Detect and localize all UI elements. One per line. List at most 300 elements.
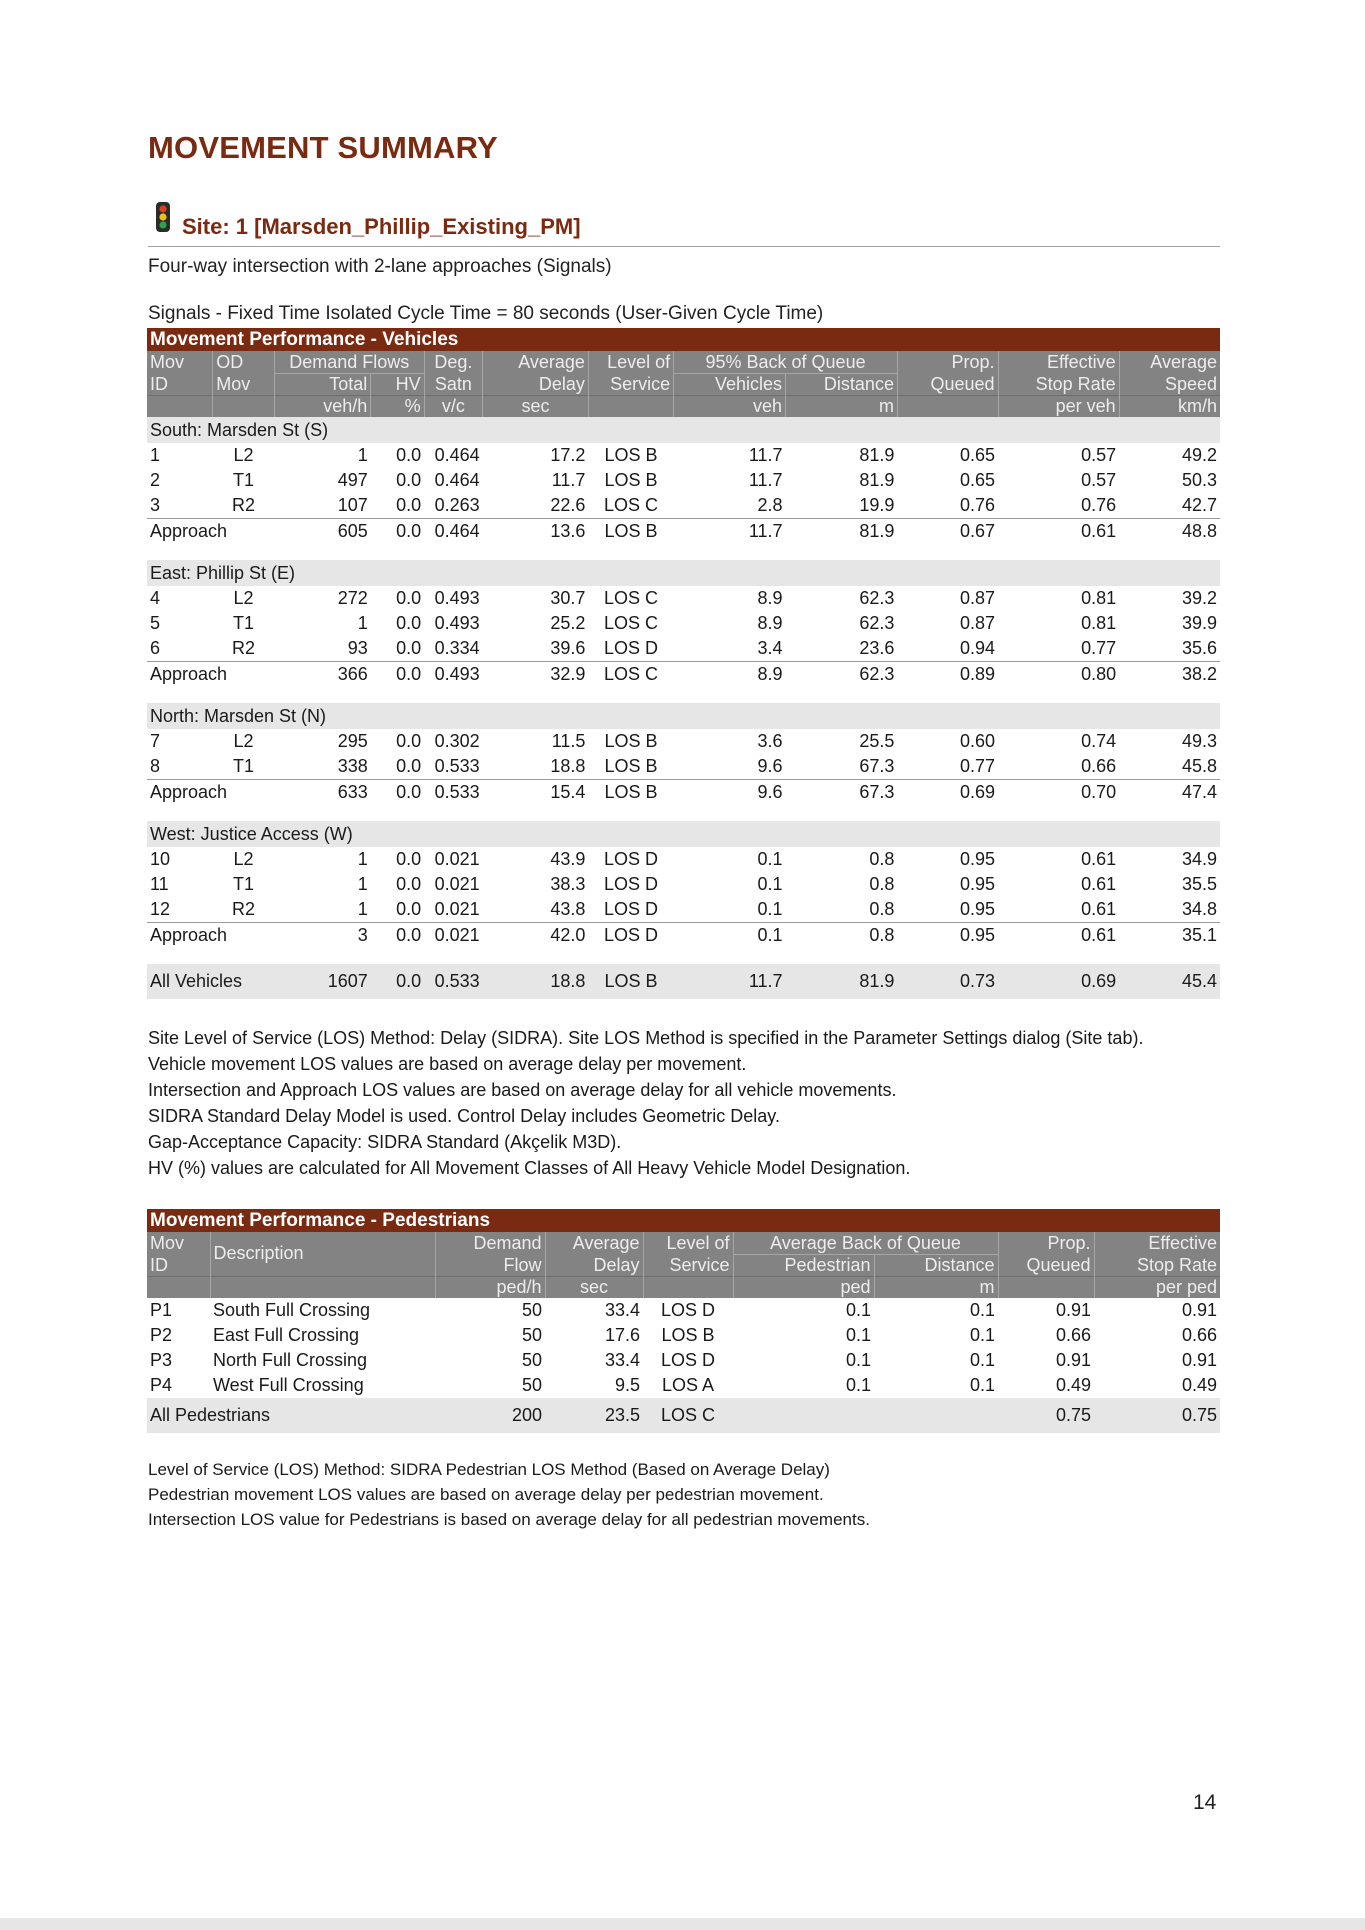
back-queue-dist-cell: 0.8: [786, 923, 898, 949]
total-flow-cell: 1607: [274, 964, 371, 999]
stop-rate-cell: 0.91: [1182, 1350, 1218, 1370]
avg-speed-cell: 49.3: [1181, 731, 1217, 751]
deg-satn-cell: 0.464: [434, 445, 480, 465]
ped-col-prop-queued-2: Queued: [998, 1254, 1094, 1276]
back-queue-dist-cell: 0.1: [969, 1375, 995, 1395]
vehicle-note: SIDRA Standard Delay Model is used. Control Delay includes Geometric Delay.: [148, 1106, 780, 1126]
back-queue-dist-cell: 23.6: [859, 638, 895, 658]
avg-delay-cell: 13.6: [483, 519, 589, 545]
section-row: [147, 417, 1220, 443]
avg-delay-cell: 23.5: [545, 1398, 643, 1433]
section-row: [147, 560, 1220, 586]
col-prop-queued-1: Prop.: [897, 351, 998, 373]
spacer: [147, 948, 1220, 964]
table-row: [147, 586, 1220, 611]
description-cell: West Full Crossing: [213, 1375, 364, 1395]
spacer-row: [147, 687, 1220, 703]
prop-queued-cell: 0.95: [960, 899, 996, 919]
prop-queued-cell: 0.66: [1055, 1325, 1091, 1345]
description-cell: East Full Crossing: [213, 1325, 360, 1345]
od-mov-cell: R2: [231, 638, 255, 658]
avg-delay-cell: 18.8: [550, 756, 586, 776]
stop-rate-cell: 0.61: [998, 519, 1119, 545]
hv-pct-cell: 0.0: [396, 756, 422, 776]
deg-satn-cell: 0.493: [434, 588, 480, 608]
avg-delay-cell: 18.8: [483, 964, 589, 999]
prop-queued-cell: 0.65: [960, 470, 996, 490]
prop-queued-cell: 0.91: [1055, 1300, 1091, 1320]
avg-speed-cell: 42.7: [1181, 495, 1217, 515]
hv-pct-cell: 0.0: [396, 445, 422, 465]
back-queue-dist-cell: [874, 1398, 998, 1433]
hv-pct-cell: 0.0: [396, 899, 422, 919]
spacer: [147, 687, 1220, 703]
total-row: [147, 964, 1220, 999]
back-queue-ped-cell: 0.1: [845, 1350, 871, 1370]
col-average-speed-2: Speed: [1119, 373, 1220, 395]
od-mov-cell: T1: [232, 613, 254, 633]
mov-id-cell: P4: [150, 1375, 173, 1395]
traffic-light-icon: [155, 202, 171, 232]
prop-queued-cell: 0.87: [960, 588, 996, 608]
od-mov-cell: L2: [233, 731, 254, 751]
back-queue-veh-cell: 8.9: [757, 613, 783, 633]
prop-queued-cell: 0.77: [960, 756, 996, 776]
total-flow-cell: 1: [357, 613, 368, 633]
prop-queued-cell: 0.89: [897, 662, 998, 688]
prop-queued-cell: 0.95: [897, 923, 998, 949]
deg-satn-cell: 0.021: [434, 899, 480, 919]
back-queue-dist-cell: 62.3: [859, 588, 895, 608]
los-cell: LOS B: [604, 756, 658, 776]
od-mov-cell: L2: [233, 849, 254, 869]
approach-row: [147, 519, 1220, 545]
back-queue-dist-cell: 81.9: [786, 519, 898, 545]
deg-satn-cell: 0.493: [424, 662, 483, 688]
avg-delay-cell: 17.2: [550, 445, 586, 465]
back-queue-veh-cell: 2.8: [757, 495, 783, 515]
deg-satn-cell: 0.021: [434, 849, 480, 869]
total-flow-cell: 3: [274, 923, 371, 949]
approach-label: Approach: [147, 923, 274, 949]
back-queue-veh-cell: 0.1: [757, 899, 783, 919]
avg-speed-cell: 47.4: [1119, 780, 1220, 806]
total-flow-cell: 93: [347, 638, 368, 658]
los-cell: LOS B: [588, 519, 673, 545]
los-cell: LOS D: [588, 923, 673, 949]
ped-col-mov-id-2: ID: [150, 1254, 168, 1275]
avg-speed-cell: 35.5: [1181, 874, 1217, 894]
unit-stop-rate: per veh: [998, 395, 1119, 417]
pedestrian-table-title: Movement Performance - Pedestrians: [147, 1209, 1220, 1232]
stop-rate-cell: 0.49: [1182, 1375, 1218, 1395]
col-stop-rate-2: Stop Rate: [998, 373, 1119, 395]
od-mov-cell: T1: [232, 874, 254, 894]
col-deg-satn-1: Deg.: [424, 351, 483, 373]
prop-queued-cell: 0.60: [960, 731, 996, 751]
unit-distance: m: [786, 395, 898, 417]
los-cell: LOS C: [604, 588, 659, 608]
back-queue-dist-cell: 67.3: [859, 756, 895, 776]
avg-delay-cell: 15.4: [483, 780, 589, 806]
hv-pct-cell: 0.0: [371, 780, 424, 806]
back-queue-veh-cell: 3.4: [757, 638, 783, 658]
back-queue-veh-cell: 0.1: [757, 849, 783, 869]
total-flow-cell: 295: [337, 731, 368, 751]
ped-col-prop-queued-1: Prop.: [998, 1232, 1094, 1254]
avg-speed-cell: 39.9: [1181, 613, 1217, 633]
pedestrian-notes: [148, 1457, 870, 1532]
back-queue-veh-cell: 11.7: [674, 964, 786, 999]
back-queue-veh-cell: 0.1: [674, 923, 786, 949]
prop-queued-cell: 0.94: [960, 638, 996, 658]
mov-id-cell: P1: [150, 1300, 173, 1320]
spacer-row: [147, 805, 1220, 821]
col-back-of-queue: 95% Back of Queue: [674, 351, 898, 373]
deg-satn-cell: 0.334: [434, 638, 480, 658]
table-row: [147, 729, 1220, 754]
od-mov-cell: R2: [231, 495, 255, 515]
mov-id-cell: 4: [150, 588, 161, 608]
table-row: [147, 847, 1220, 872]
avg-delay-cell: 43.9: [550, 849, 586, 869]
section-name: West: Justice Access (W): [147, 821, 1220, 847]
back-queue-veh-cell: 11.7: [748, 445, 783, 465]
los-cell: LOS B: [604, 731, 658, 751]
los-cell: LOS D: [604, 638, 659, 658]
approach-label: Approach: [147, 662, 274, 688]
mov-id-cell: 12: [150, 899, 171, 919]
ped-unit-demand: ped/h: [435, 1276, 545, 1298]
los-cell: LOS B: [604, 470, 658, 490]
col-distance: Distance: [786, 373, 898, 395]
total-flow-cell: 107: [337, 495, 368, 515]
prop-queued-cell: 0.73: [897, 964, 998, 999]
total-row: [147, 1398, 1220, 1433]
table-row: [147, 468, 1220, 493]
los-cell: LOS D: [604, 849, 659, 869]
section-name: South: Marsden St (S): [147, 417, 1220, 443]
total-flow-cell: 497: [337, 470, 368, 490]
avg-delay-cell: 38.3: [550, 874, 586, 894]
los-cell: LOS B: [604, 445, 658, 465]
vehicle-performance-table: [147, 328, 1220, 999]
avg-speed-cell: 38.2: [1119, 662, 1220, 688]
hv-pct-cell: 0.0: [396, 470, 422, 490]
mov-id-cell: 6: [150, 638, 161, 658]
hv-pct-cell: 0.0: [371, 519, 424, 545]
total-label: All Vehicles: [147, 964, 274, 999]
table-row: [147, 493, 1220, 519]
stop-rate-cell: 0.75: [1094, 1398, 1220, 1433]
approach-label: Approach: [147, 519, 274, 545]
hv-pct-cell: 0.0: [396, 849, 422, 869]
avg-delay-cell: 42.0: [483, 923, 589, 949]
demand-flow-cell: 50: [521, 1325, 542, 1345]
col-mov-id-1: Mov: [150, 352, 185, 372]
col-deg-satn-2: Satn: [424, 373, 483, 395]
vehicle-table-title: Movement Performance - Vehicles: [147, 328, 1220, 351]
avg-delay-cell: 22.6: [550, 495, 586, 515]
col-prop-queued-2: Queued: [897, 373, 998, 395]
od-mov-cell: L2: [233, 588, 254, 608]
col-od-mov-1: OD: [213, 351, 275, 373]
ped-col-los-2: Service: [643, 1254, 733, 1276]
avg-delay-cell: 33.4: [604, 1350, 640, 1370]
stop-rate-cell: 0.70: [998, 780, 1119, 806]
total-flow-cell: 605: [274, 519, 371, 545]
hv-pct-cell: 0.0: [396, 588, 422, 608]
los-cell: LOS A: [661, 1375, 715, 1395]
prop-queued-cell: 0.65: [960, 445, 996, 465]
ped-col-stop-rate-1: Effective: [1094, 1232, 1220, 1254]
col-average-delay-1: Average: [483, 351, 589, 373]
deg-satn-cell: 0.533: [424, 780, 483, 806]
los-cell: LOS C: [604, 613, 659, 633]
avg-speed-cell: 35.1: [1119, 923, 1220, 949]
stop-rate-cell: 0.57: [1081, 470, 1117, 490]
page-bottom-edge: [0, 1918, 1365, 1930]
stop-rate-cell: 0.81: [1081, 588, 1117, 608]
table-row: [147, 1348, 1220, 1373]
avg-speed-cell: 48.8: [1119, 519, 1220, 545]
col-los-2: Service: [588, 373, 673, 395]
deg-satn-cell: 0.533: [434, 756, 480, 776]
vehicle-note: Gap-Acceptance Capacity: SIDRA Standard (Akçelik M3D).: [148, 1132, 622, 1152]
stop-rate-cell: 0.76: [1081, 495, 1117, 515]
back-queue-dist-cell: 0.1: [969, 1325, 995, 1345]
stop-rate-cell: 0.61: [998, 923, 1119, 949]
back-queue-veh-cell: 8.9: [757, 588, 783, 608]
total-flow-cell: 1: [357, 899, 368, 919]
back-queue-veh-cell: 9.6: [674, 780, 786, 806]
ped-col-los-1: Level of: [643, 1232, 733, 1254]
table-row: [147, 443, 1220, 468]
col-mov-id-2: ID: [150, 373, 168, 394]
ped-col-mov-id-1: Mov: [150, 1233, 185, 1253]
back-queue-dist-cell: 0.1: [969, 1350, 995, 1370]
prop-queued-cell: 0.91: [1055, 1350, 1091, 1370]
approach-row: [147, 662, 1220, 688]
ped-col-back-of-queue: Average Back of Queue: [733, 1232, 998, 1254]
unit-delay: sec: [483, 395, 589, 417]
unit-hv: %: [371, 395, 424, 417]
approach-row: [147, 923, 1220, 949]
pedestrian-note: Intersection LOS value for Pedestrians is based on average delay for all pedestrian movements.: [148, 1510, 870, 1529]
ped-col-pedestrian: Pedestrian: [733, 1254, 874, 1276]
mov-id-cell: 10: [150, 849, 171, 869]
stop-rate-cell: 0.66: [1182, 1325, 1218, 1345]
los-cell: LOS B: [588, 780, 673, 806]
stop-rate-cell: 0.74: [1081, 731, 1117, 751]
total-flow-cell: 1: [357, 874, 368, 894]
deg-satn-cell: 0.464: [434, 470, 480, 490]
prop-queued-cell: 0.75: [998, 1398, 1094, 1433]
col-vehicles: Vehicles: [674, 373, 786, 395]
ped-unit-pedestrian: ped: [733, 1276, 874, 1298]
deg-satn-cell: 0.493: [434, 613, 480, 633]
avg-speed-cell: 39.2: [1181, 588, 1217, 608]
vehicle-note: Site Level of Service (LOS) Method: Delay (SIDRA). Site LOS Method is specified in the Parameter Settings dialog (Site tab).: [148, 1028, 1144, 1048]
spacer: [147, 805, 1220, 821]
table-row: [147, 872, 1220, 897]
col-demand-flows: Demand Flows: [274, 351, 424, 373]
spacer-row: [147, 948, 1220, 964]
stop-rate-cell: 0.91: [1182, 1300, 1218, 1320]
ped-col-delay-1: Average: [545, 1232, 643, 1254]
description-cell: North Full Crossing: [213, 1350, 368, 1370]
back-queue-dist-cell: 0.8: [869, 849, 895, 869]
demand-flow-cell: 200: [435, 1398, 545, 1433]
stop-rate-cell: 0.61: [1081, 899, 1117, 919]
vehicle-note: Intersection and Approach LOS values are based on average delay for all vehicle movements.: [148, 1080, 897, 1100]
ped-col-description: Description: [210, 1232, 435, 1276]
avg-delay-cell: 30.7: [550, 588, 586, 608]
table-row: [147, 636, 1220, 662]
los-cell: LOS C: [588, 662, 673, 688]
hv-pct-cell: 0.0: [371, 662, 424, 688]
total-flow-cell: 338: [337, 756, 368, 776]
prop-queued-cell: 0.49: [1055, 1375, 1091, 1395]
back-queue-veh-cell: 11.7: [748, 470, 783, 490]
table-row: [147, 611, 1220, 636]
back-queue-dist-cell: 0.8: [869, 874, 895, 894]
avg-delay-cell: 33.4: [604, 1300, 640, 1320]
pedestrian-note: Pedestrian movement LOS values are based on average delay per pedestrian movement.: [148, 1485, 824, 1504]
los-cell: LOS B: [661, 1325, 715, 1345]
back-queue-veh-cell: 11.7: [674, 519, 786, 545]
col-average-speed-1: Average: [1119, 351, 1220, 373]
mov-id-cell: 8: [150, 756, 161, 776]
stop-rate-cell: 0.61: [1081, 849, 1117, 869]
signals-info: Signals - Fixed Time Isolated Cycle Time = 80 seconds (User-Given Cycle Time): [148, 303, 824, 324]
los-cell: LOS D: [604, 899, 659, 919]
deg-satn-cell: 0.302: [434, 731, 480, 751]
unit-speed: km/h: [1119, 395, 1220, 417]
back-queue-dist-cell: 0.8: [869, 899, 895, 919]
demand-flow-cell: 50: [521, 1375, 542, 1395]
section-name: East: Phillip St (E): [147, 560, 1220, 586]
section-name: North: Marsden St (N): [147, 703, 1220, 729]
back-queue-dist-cell: 67.3: [786, 780, 898, 806]
prop-queued-cell: 0.95: [960, 874, 996, 894]
vehicle-note: HV (%) values are calculated for All Movement Classes of All Heavy Vehicle Model Designation.: [148, 1158, 911, 1178]
los-cell: LOS B: [588, 964, 673, 999]
total-flow-cell: 272: [337, 588, 368, 608]
avg-speed-cell: 45.4: [1119, 964, 1220, 999]
ped-unit-distance: m: [874, 1276, 998, 1298]
unit-vehicles: veh: [674, 395, 786, 417]
back-queue-veh-cell: 0.1: [757, 874, 783, 894]
total-flow-cell: 366: [274, 662, 371, 688]
avg-delay-cell: 11.7: [551, 470, 586, 490]
prop-queued-cell: 0.87: [960, 613, 996, 633]
unit-deg-satn: v/c: [424, 395, 483, 417]
table-row: [147, 754, 1220, 780]
total-label: All Pedestrians: [147, 1398, 435, 1433]
hv-pct-cell: 0.0: [371, 923, 424, 949]
deg-satn-cell: 0.533: [424, 964, 483, 999]
avg-speed-cell: 34.9: [1181, 849, 1217, 869]
spacer-row: [147, 544, 1220, 560]
stop-rate-cell: 0.77: [1081, 638, 1117, 658]
los-cell: LOS C: [604, 495, 659, 515]
page-number: 14: [1193, 1791, 1217, 1814]
avg-delay-cell: 43.8: [550, 899, 586, 919]
table-row: [147, 1323, 1220, 1348]
unit-total: veh/h: [274, 395, 371, 417]
section-row: [147, 821, 1220, 847]
od-mov-cell: R2: [231, 899, 255, 919]
pedestrian-performance-table: [147, 1209, 1220, 1433]
mov-id-cell: 7: [150, 731, 161, 751]
stop-rate-cell: 0.57: [1081, 445, 1117, 465]
stop-rate-cell: 0.61: [1081, 874, 1117, 894]
od-mov-cell: T1: [232, 756, 254, 776]
back-queue-dist-cell: 62.3: [859, 613, 895, 633]
deg-satn-cell: 0.263: [434, 495, 480, 515]
demand-flow-cell: 50: [521, 1300, 542, 1320]
avg-speed-cell: 50.3: [1181, 470, 1217, 490]
los-cell: LOS D: [660, 1350, 716, 1370]
mov-id-cell: 5: [150, 613, 161, 633]
mov-id-cell: 11: [150, 874, 169, 894]
total-flow-cell: 1: [357, 445, 368, 465]
back-queue-ped-cell: 0.1: [845, 1325, 871, 1345]
back-queue-dist-cell: 81.9: [859, 470, 895, 490]
pedestrian-note: Level of Service (LOS) Method: SIDRA Pedestrian LOS Method (Based on Average Delay): [148, 1460, 830, 1479]
back-queue-dist-cell: 19.9: [859, 495, 895, 515]
site-header: [148, 200, 1220, 247]
mov-id-cell: 2: [150, 470, 161, 490]
back-queue-dist-cell: 81.9: [859, 445, 895, 465]
ped-col-stop-rate-2: Stop Rate: [1094, 1254, 1220, 1276]
mov-id-cell: P3: [150, 1350, 173, 1370]
back-queue-veh-cell: 8.9: [674, 662, 786, 688]
col-od-mov-2: Mov: [213, 373, 275, 395]
hv-pct-cell: 0.0: [396, 495, 422, 515]
avg-delay-cell: 39.6: [550, 638, 586, 658]
back-queue-dist-cell: 25.5: [859, 731, 895, 751]
prop-queued-cell: 0.95: [960, 849, 996, 869]
los-cell: LOS D: [604, 874, 659, 894]
avg-speed-cell: 49.2: [1181, 445, 1217, 465]
col-los-1: Level of: [588, 351, 673, 373]
hv-pct-cell: 0.0: [396, 874, 422, 894]
back-queue-ped-cell: 0.1: [845, 1375, 871, 1395]
od-mov-cell: T1: [232, 470, 254, 490]
description-cell: South Full Crossing: [213, 1300, 371, 1320]
back-queue-dist-cell: 0.1: [969, 1300, 995, 1320]
avg-delay-cell: 32.9: [483, 662, 589, 688]
spacer: [147, 544, 1220, 560]
avg-speed-cell: 34.8: [1181, 899, 1217, 919]
deg-satn-cell: 0.021: [434, 874, 480, 894]
col-total: Total: [274, 373, 371, 395]
total-flow-cell: 633: [274, 780, 371, 806]
ped-col-distance: Distance: [874, 1254, 998, 1276]
back-queue-veh-cell: 9.6: [757, 756, 783, 776]
back-queue-veh-cell: 3.6: [757, 731, 783, 751]
vehicle-notes: [148, 1025, 1220, 1181]
prop-queued-cell: 0.69: [897, 780, 998, 806]
col-average-delay-2: Delay: [483, 373, 589, 395]
avg-delay-cell: 11.5: [551, 731, 586, 751]
prop-queued-cell: 0.67: [897, 519, 998, 545]
table-row: [147, 1373, 1220, 1398]
approach-label: Approach: [147, 780, 274, 806]
site-description: Four-way intersection with 2-lane approaches (Signals): [148, 256, 612, 277]
